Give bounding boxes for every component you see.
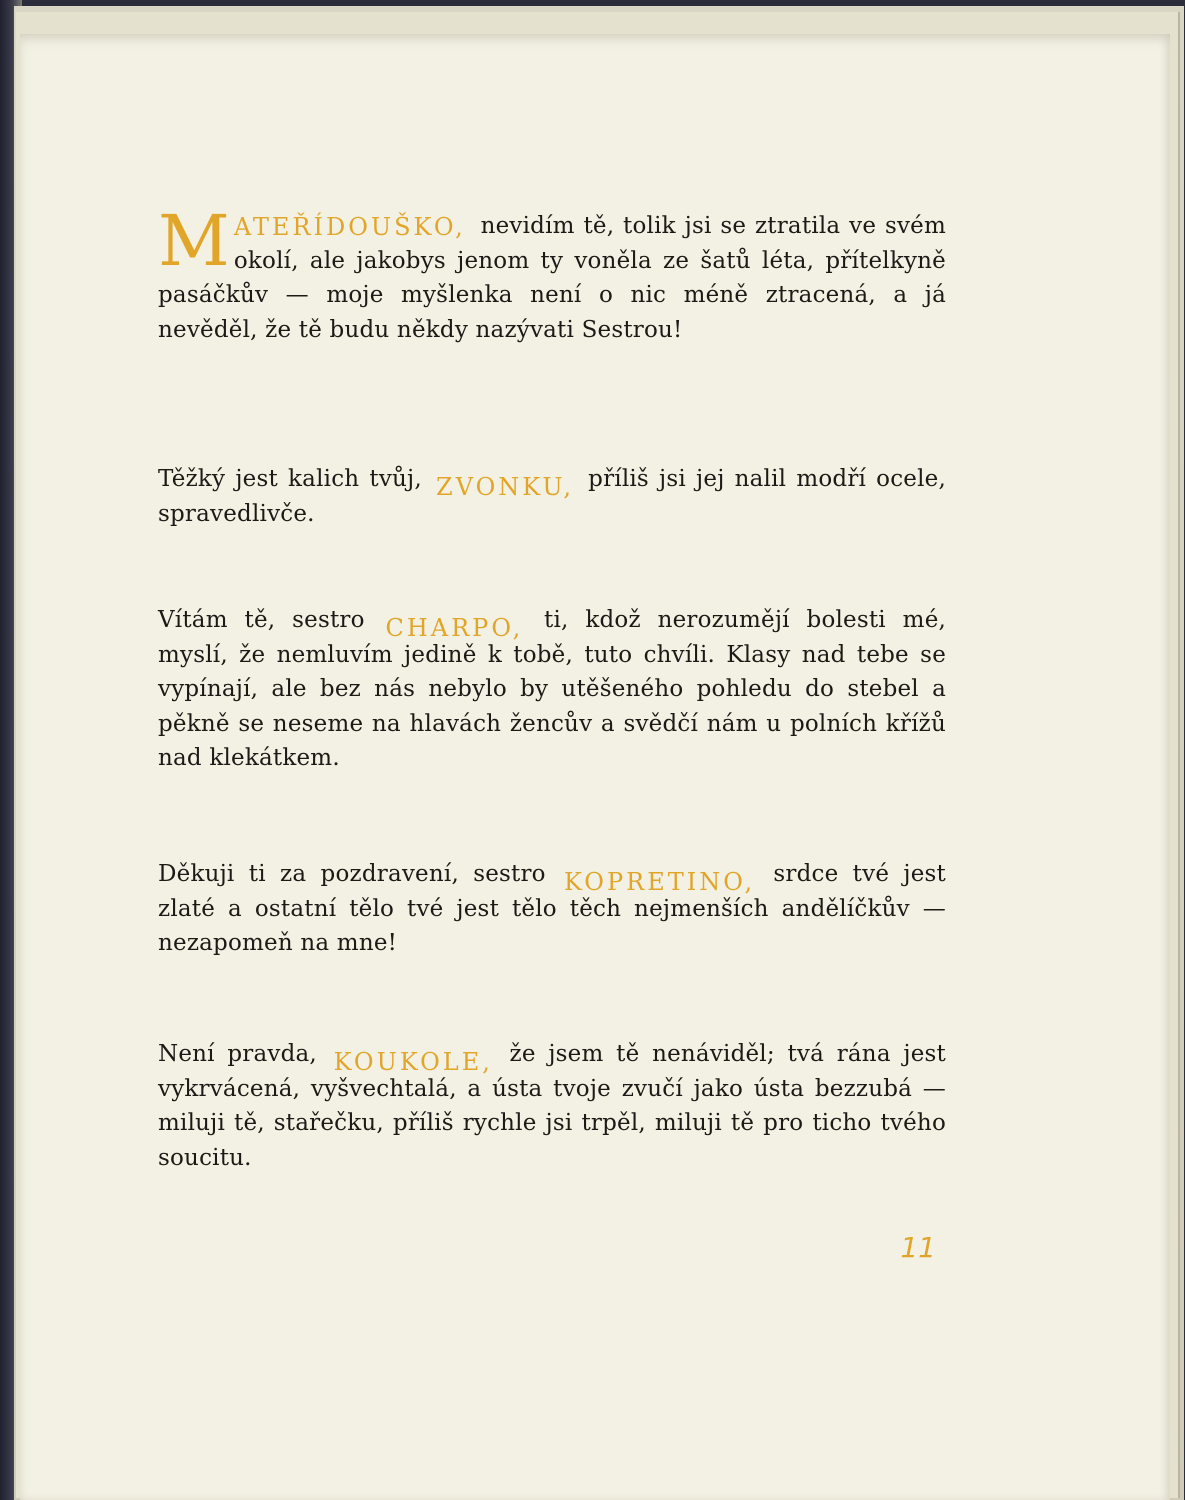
paragraph-zvonku xyxy=(158,461,946,531)
paragraph-charpo xyxy=(158,602,946,776)
book-page xyxy=(20,34,1170,1500)
paragraph-text-after: že jsem tě nenáviděl; tvá rána jest vykrvácená, vyšvechtalá, a ústa tvoje zvučí jako ústa bezzubá — miluji tě, stařečku, příliš rychle jsi trpěl, miluji tě pro ticho tvého soucitu. xyxy=(158,1041,946,1171)
flower-name-materidousko: ATEŘÍDOUŠKO, xyxy=(233,213,466,241)
paragraph-text-after: příliš jsi jej nalil modří ocele, spravedlivče. xyxy=(158,466,946,527)
paragraph-text-before: Vítám tě, sestro xyxy=(158,607,365,633)
flower-name-koukole: KOUKOLE, xyxy=(333,1048,493,1076)
paragraph-text-after: ti, kdož nerozumějí bolesti mé, myslí, že nemluvím jedině k tobě, tuto chvíli. Klasy nad tebe se vypínají, ale bez nás nebylo by utěšeného pohledu do stebel a pěkně se neseme na hlavách žencův a svědčí nám u polních křížů nad klekátkem. xyxy=(158,607,947,771)
page-number: 11 xyxy=(900,1231,936,1264)
paragraph-text: nevidím tě, tolik jsi se ztratila ve svém okolí, ale jakobys jenom ty voněla ze šatů léta, přítelkyně pasáčkův — moje myšlenka není o nic méně ztracená, a já nevěděl, že tě budu někdy nazývati Sestrou! xyxy=(158,213,946,343)
paragraph-materidousko xyxy=(158,200,946,347)
flower-name-zvonku: ZVONKU, xyxy=(436,473,575,501)
flower-name-charpo: CHARPO, xyxy=(385,614,524,642)
paragraph-koukole xyxy=(158,1036,946,1175)
paragraph-text-before: Není pravda, xyxy=(158,1041,317,1067)
paragraph-kopretino xyxy=(158,856,946,961)
flower-name-kopretino: KOPRETINO, xyxy=(564,868,756,896)
paragraph-text-before: Těžký jest kalich tvůj, xyxy=(158,466,422,492)
paragraph-text-before: Děkuji ti za pozdravení, sestro xyxy=(158,861,546,887)
drop-cap: M xyxy=(158,200,230,282)
paragraph-text-after: srdce tvé jest zlaté a ostatní tělo tvé jest tělo těch nejmenších andělíčkův — nezapomeň na mne! xyxy=(158,861,946,956)
